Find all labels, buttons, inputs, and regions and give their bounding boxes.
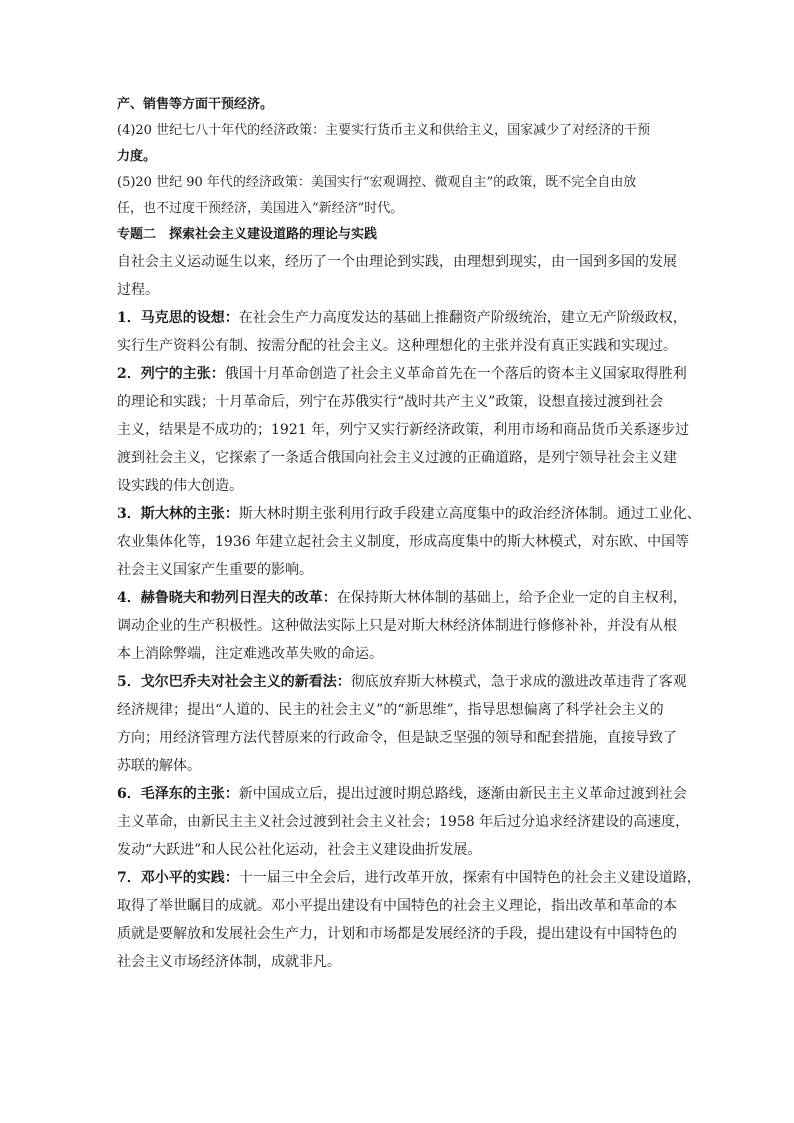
item-lead: 6．毛泽东的主张： bbox=[117, 786, 239, 802]
text-line: 自社会主义运动诞生以来，经历了一个由理论到实践，由理想到现实，由一国到多国的发展 bbox=[117, 254, 677, 270]
text-line: 十一届三中全会后，进行改革开放，探索有中国特色的社会主义建设道路， bbox=[238, 870, 701, 886]
item-lead: 2．列宁的主张： bbox=[117, 366, 225, 382]
text-line: 社会主义市场经济体制，成就非凡。 bbox=[117, 954, 341, 970]
text-line: 实行生产资料公有制、按需分配的社会主义。这种理想化的主张并没有真正实践和实现过。 bbox=[117, 338, 677, 354]
item-lead: 7．邓小平的实践： bbox=[117, 870, 239, 886]
overview-paragraph bbox=[117, 248, 683, 304]
text-line: 社会主义国家产生重要的影响。 bbox=[117, 562, 313, 578]
text-line: 经济规律；提出“人道的、民主的社会主义”的“新思维”，指导思想偏离了科学社会主义的 bbox=[117, 702, 664, 718]
text-line: 设实践的伟大创造。 bbox=[117, 478, 243, 494]
text-line: 苏联的解体。 bbox=[117, 758, 201, 774]
text-line: 本上消除弊端，注定难逃改革失败的命运。 bbox=[117, 646, 383, 662]
text-line: 主义革命，由新民主主义社会过渡到社会主义社会；1958 年后过分追求经济建设的高速度， bbox=[117, 814, 690, 830]
item-mao bbox=[117, 780, 690, 864]
text-line: 在保持斯大林体制的基础上，给予企业一定的自主权利， bbox=[336, 590, 687, 606]
text-line: 方向；用经济管理方法代替原来的行政命令，但是缺乏坚强的领导和配套措施，直接导致了 bbox=[117, 730, 677, 746]
text-line: 力度。 bbox=[117, 149, 157, 164]
text-line: 俄国十月革命创造了社会主义革命首先在一个落后的资本主义国家取得胜利 bbox=[224, 366, 687, 382]
item-stalin bbox=[117, 500, 701, 584]
item-marx bbox=[117, 304, 687, 360]
item-gorbachev bbox=[117, 668, 687, 780]
item-deng bbox=[117, 864, 701, 976]
text-line: (5)20 世纪 90 年代的经济政策：美国实行“宏观调控、微观自主”的政策，既不完全自由放 bbox=[117, 175, 637, 190]
text-line: 的理论和实践；十月革命后，列宁在苏俄实行“战时共产主义”政策，设想直接过渡到社会 bbox=[117, 394, 664, 410]
item-lead: 5．戈尔巴乔夫对社会主义的新看法： bbox=[117, 674, 351, 690]
text-line: 调动企业的生产积极性。这种做法实际上只是对斯大林经济体制进行修修补补，并没有从根 bbox=[117, 618, 677, 634]
text-line: 在社会生产力高度发达的基础上推翻资产阶级统治，建立无产阶级政权， bbox=[238, 310, 687, 326]
text-line: 新中国成立后，提出过渡时期总路线，逐渐由新民主主义革命过渡到社会 bbox=[238, 786, 687, 802]
text-line: 过程。 bbox=[117, 282, 159, 298]
text-line: 发动“大跃进”和人民公社化运动，社会主义建设曲折发展。 bbox=[117, 842, 482, 858]
text-line: 任，也不过度干预经济，美国进入“新经济”时代。 bbox=[117, 201, 404, 216]
text-line: 彻底放弃斯大林模式，急于求成的激进改革违背了客观 bbox=[350, 674, 687, 690]
text-line: 渡到社会主义，它探索了一条适合俄国向社会主义过渡的正确道路，是列宁领导社会主义建 bbox=[117, 450, 677, 466]
item-lenin bbox=[117, 360, 690, 500]
text-line: 农业集体化等，1936 年建立起社会主义制度，形成高度集中的斯大林模式，对东欧、中国等 bbox=[117, 534, 690, 550]
item-lead: 1．马克思的设想： bbox=[117, 310, 239, 326]
topic-heading: 专题二 探索社会主义建设道路的理论与实践 bbox=[117, 227, 378, 242]
intro-continuation: 产、销售等方面干预经济。 bbox=[117, 97, 274, 112]
paragraph-1970s-policy bbox=[117, 118, 683, 170]
item-lead: 4．赫鲁晓夫和勃列日涅夫的改革： bbox=[117, 590, 337, 606]
text-line: (4)20 世纪七八十年代的经济政策：主要实行货币主义和供给主义，国家减少了对经济的干预 bbox=[117, 123, 651, 138]
item-khrushchev-brezhnev bbox=[117, 584, 687, 668]
document-page bbox=[117, 92, 701, 976]
text-line: 取得了举世瞩目的成就。邓小平提出建设有中国特色的社会主义理论，指出改革和革命的本 bbox=[117, 898, 677, 914]
text-line: 斯大林时期主张利用行政手段建立高度集中的政治经济体制。通过工业化、 bbox=[238, 506, 701, 522]
text-line: 主义，结果是不成功的；1921 年，列宁又实行新经济政策，利用市场和商品货币关系逐步过 bbox=[117, 422, 690, 438]
text-line: 质就是要解放和发展社会生产力，计划和市场都是发展经济的手段，提出建设有中国特色的 bbox=[117, 926, 677, 942]
item-lead: 3．斯大林的主张： bbox=[117, 506, 239, 522]
paragraph-1990s-policy bbox=[117, 170, 683, 222]
